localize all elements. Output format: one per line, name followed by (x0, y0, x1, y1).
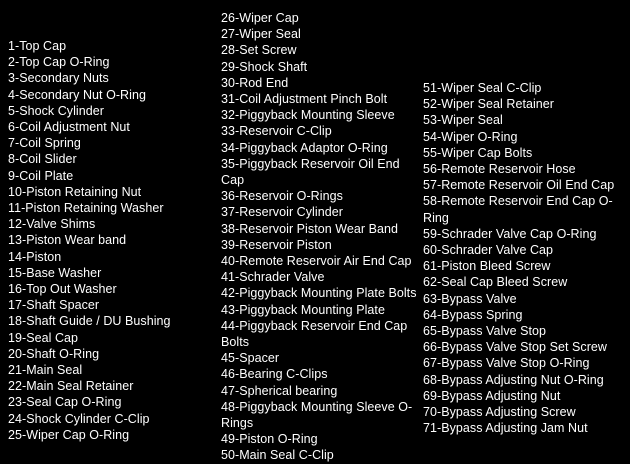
list-item: 41-Schrader Valve (221, 270, 325, 285)
parts-column-right (417, 0, 630, 436)
list-item: 56-Remote Reservoir Hose (423, 162, 576, 177)
list-item: 15-Base Washer (8, 265, 102, 280)
list-item: 3-Secondary Nuts (8, 71, 109, 86)
list-item: 51-Wiper Seal C-Clip (423, 81, 542, 95)
list-item: 43-Piggyback Mounting Plate (221, 302, 385, 317)
list-item: 5-Shock Cylinder (8, 103, 104, 118)
list-item: 47-Spherical bearing (221, 383, 338, 398)
list-item: 27-Wiper Seal (221, 27, 301, 42)
list-item: 22-Main Seal Retainer (8, 379, 134, 394)
list-item: 68-Bypass Adjusting Nut O-Ring (423, 372, 604, 387)
list-item: 52-Wiper Seal Retainer (423, 97, 555, 112)
list-item: 1-Top Cap (8, 39, 67, 53)
list-item: 21-Main Seal (8, 363, 83, 378)
list-item: 63-Bypass Valve (423, 291, 517, 306)
list-item: 18-Shaft Guide / DU Bushing (8, 314, 171, 329)
list-item: 8-Coil Slider (8, 152, 77, 167)
parts-column-middle (212, 0, 417, 464)
list-item: 53-Wiper Seal (423, 113, 503, 128)
list-item: 50-Main Seal C-Clip (221, 448, 334, 463)
list-item: 26-Wiper Cap (221, 11, 299, 25)
list-item: 38-Reservoir Piston Wear Band (221, 221, 398, 236)
list-item: 61-Piston Bleed Screw (423, 259, 551, 274)
list-item: 33-Reservoir C-Clip (221, 124, 332, 139)
list-item: 13-Piston Wear band (8, 233, 127, 248)
list-item: 45-Spacer (221, 351, 280, 366)
list-item: 28-Set Screw (221, 43, 297, 58)
list-item: 58-Remote Reservoir End Cap O-Ring (423, 194, 613, 225)
list-item: 37-Reservoir Cylinder (221, 205, 343, 220)
list-item: 62-Seal Cap Bleed Screw (423, 275, 568, 290)
list-item: 24-Shock Cylinder C-Clip (8, 411, 150, 426)
list-item: 11-Piston Retaining Washer (8, 201, 164, 216)
list-item: 60-Schrader Valve Cap (423, 243, 554, 258)
list-item: 20-Shaft O-Ring (8, 346, 100, 361)
list-item: 23-Seal Cap O-Ring (8, 395, 122, 410)
list-item: 29-Shock Shaft (221, 59, 308, 74)
list-item: 55-Wiper Cap Bolts (423, 145, 533, 160)
list-item: 14-Piston (8, 249, 62, 264)
list-item: 42-Piggyback Mounting Plate Bolts (221, 286, 417, 301)
list-item: 32-Piggyback Mounting Sleeve (221, 108, 395, 123)
list-item: 69-Bypass Adjusting Nut (423, 388, 561, 403)
list-item: 7-Coil Spring (8, 136, 81, 151)
list-item: 36-Reservoir O-Rings (221, 189, 343, 204)
list-item: 39-Reservoir Piston (221, 237, 332, 252)
list-item: 25-Wiper Cap O-Ring (8, 427, 130, 442)
list-item: 64-Bypass Spring (423, 307, 523, 322)
list-item: 46-Bearing C-Clips (221, 367, 328, 382)
list-item: 30-Rod End (221, 75, 289, 90)
list-item: 70-Bypass Adjusting Screw (423, 405, 576, 420)
list-item: 67-Bypass Valve Stop O-Ring (423, 356, 590, 371)
list-item: 48-Piggyback Mounting Sleeve O-Rings (221, 399, 413, 431)
list-item: 6-Coil Adjustment Nut (8, 120, 130, 135)
list-item: 19-Seal Cap (8, 330, 79, 345)
parts-column-left (0, 0, 212, 443)
list-item: 12-Valve Shims (8, 217, 96, 232)
list-item: 10-Piston Retaining Nut (8, 184, 142, 199)
list-item: 2-Top Cap O-Ring (8, 55, 110, 70)
list-item: 4-Secondary Nut O-Ring (8, 87, 146, 102)
list-item: 71-Bypass Adjusting Jam Nut (423, 421, 588, 436)
list-item: 16-Top Out Washer (8, 282, 117, 297)
list-item: 66-Bypass Valve Stop Set Screw (423, 340, 607, 355)
list-item: 31-Coil Adjustment Pinch Bolt (221, 92, 388, 107)
list-item: 59-Schrader Valve Cap O-Ring (423, 226, 597, 241)
list-item: 34-Piggyback Adaptor O-Ring (221, 140, 388, 155)
list-item: 44-Piggyback Reservoir End Cap Bolts (221, 318, 408, 350)
list-item: 49-Piston O-Ring (221, 432, 318, 447)
list-item: 65-Bypass Valve Stop (423, 324, 547, 339)
list-item: 17-Shaft Spacer (8, 298, 100, 313)
list-item: 40-Remote Reservoir Air End Cap (221, 254, 412, 269)
list-item: 54-Wiper O-Ring (423, 129, 518, 144)
list-item: 35-Piggyback Reservoir Oil End Cap (221, 156, 400, 188)
list-item: 57-Remote Reservoir Oil End Cap (423, 178, 615, 193)
list-item: 9-Coil Plate (8, 168, 74, 183)
